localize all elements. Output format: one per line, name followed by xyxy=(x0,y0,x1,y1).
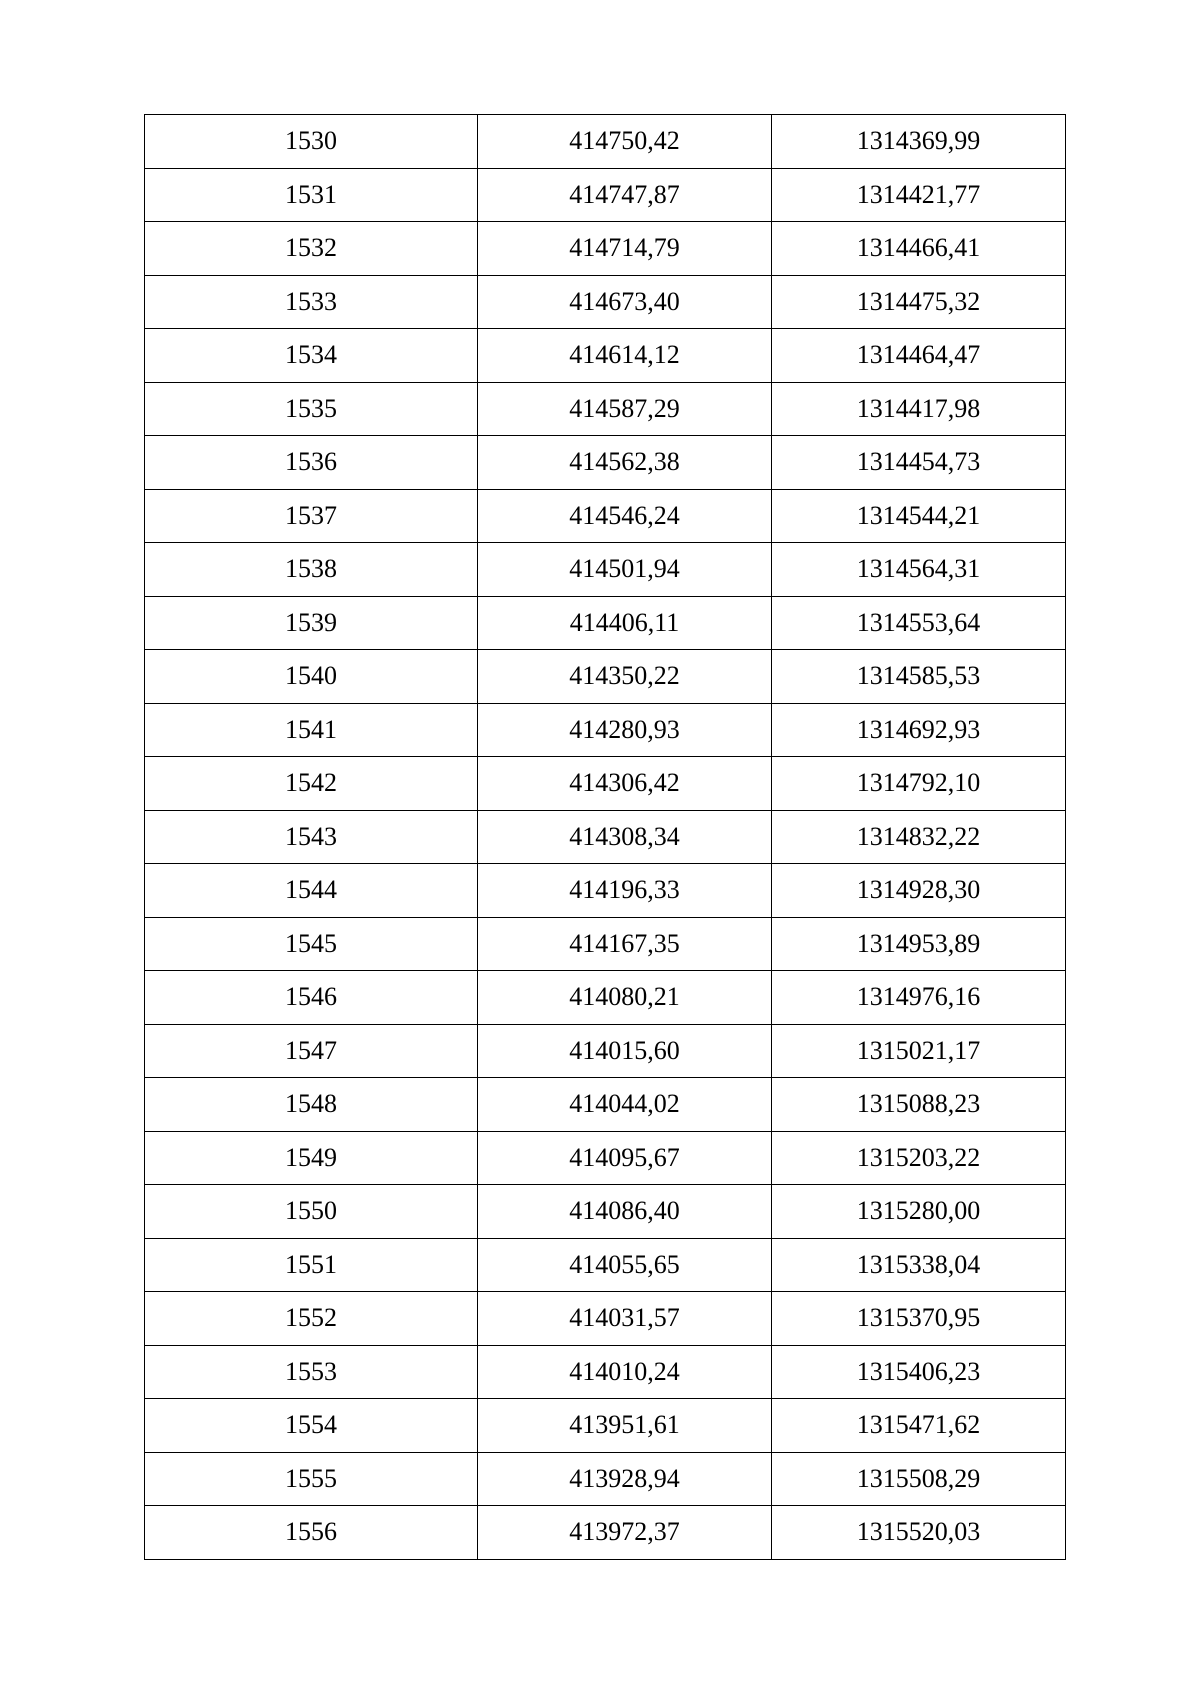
y-coordinate-cell: 1314553,64 xyxy=(772,596,1066,650)
point-number-cell: 1556 xyxy=(145,1506,478,1560)
x-coordinate-cell: 414044,02 xyxy=(478,1078,772,1132)
table-row xyxy=(145,222,1066,276)
point-number-cell: 1543 xyxy=(145,810,478,864)
table-row xyxy=(145,757,1066,811)
x-coordinate-cell: 414196,33 xyxy=(478,864,772,918)
table-row xyxy=(145,971,1066,1025)
point-number-cell: 1546 xyxy=(145,971,478,1025)
table-row xyxy=(145,917,1066,971)
table-row xyxy=(145,489,1066,543)
x-coordinate-cell: 414750,42 xyxy=(478,115,772,169)
table-row xyxy=(145,436,1066,490)
table-row xyxy=(145,1292,1066,1346)
y-coordinate-cell: 1314421,77 xyxy=(772,168,1066,222)
table-row xyxy=(145,115,1066,169)
x-coordinate-cell: 414673,40 xyxy=(478,275,772,329)
point-number-cell: 1535 xyxy=(145,382,478,436)
y-coordinate-cell: 1314466,41 xyxy=(772,222,1066,276)
point-number-cell: 1552 xyxy=(145,1292,478,1346)
table-row xyxy=(145,596,1066,650)
table-row xyxy=(145,650,1066,704)
y-coordinate-cell: 1315021,17 xyxy=(772,1024,1066,1078)
x-coordinate-cell: 414306,42 xyxy=(478,757,772,811)
x-coordinate-cell: 414406,11 xyxy=(478,596,772,650)
point-number-cell: 1555 xyxy=(145,1452,478,1506)
x-coordinate-cell: 414562,38 xyxy=(478,436,772,490)
y-coordinate-cell: 1315520,03 xyxy=(772,1506,1066,1560)
table-row xyxy=(145,168,1066,222)
table-row xyxy=(145,1452,1066,1506)
y-coordinate-cell: 1314976,16 xyxy=(772,971,1066,1025)
point-number-cell: 1539 xyxy=(145,596,478,650)
table-row xyxy=(145,1024,1066,1078)
table-row xyxy=(145,1345,1066,1399)
point-number-cell: 1542 xyxy=(145,757,478,811)
coordinates-table-body xyxy=(145,115,1066,1560)
y-coordinate-cell: 1315406,23 xyxy=(772,1345,1066,1399)
point-number-cell: 1548 xyxy=(145,1078,478,1132)
point-number-cell: 1550 xyxy=(145,1185,478,1239)
point-number-cell: 1540 xyxy=(145,650,478,704)
point-number-cell: 1547 xyxy=(145,1024,478,1078)
point-number-cell: 1532 xyxy=(145,222,478,276)
point-number-cell: 1531 xyxy=(145,168,478,222)
table-row xyxy=(145,703,1066,757)
table-row xyxy=(145,1185,1066,1239)
x-coordinate-cell: 413972,37 xyxy=(478,1506,772,1560)
x-coordinate-cell: 414546,24 xyxy=(478,489,772,543)
y-coordinate-cell: 1315370,95 xyxy=(772,1292,1066,1346)
x-coordinate-cell: 414747,87 xyxy=(478,168,772,222)
x-coordinate-cell: 414010,24 xyxy=(478,1345,772,1399)
x-coordinate-cell: 414308,34 xyxy=(478,810,772,864)
coordinates-table xyxy=(144,114,1066,1560)
y-coordinate-cell: 1314585,53 xyxy=(772,650,1066,704)
y-coordinate-cell: 1314832,22 xyxy=(772,810,1066,864)
point-number-cell: 1536 xyxy=(145,436,478,490)
y-coordinate-cell: 1314369,99 xyxy=(772,115,1066,169)
x-coordinate-cell: 414080,21 xyxy=(478,971,772,1025)
y-coordinate-cell: 1315203,22 xyxy=(772,1131,1066,1185)
x-coordinate-cell: 414714,79 xyxy=(478,222,772,276)
point-number-cell: 1537 xyxy=(145,489,478,543)
y-coordinate-cell: 1315280,00 xyxy=(772,1185,1066,1239)
point-number-cell: 1533 xyxy=(145,275,478,329)
y-coordinate-cell: 1315338,04 xyxy=(772,1238,1066,1292)
y-coordinate-cell: 1315088,23 xyxy=(772,1078,1066,1132)
x-coordinate-cell: 414095,67 xyxy=(478,1131,772,1185)
y-coordinate-cell: 1314454,73 xyxy=(772,436,1066,490)
y-coordinate-cell: 1314564,31 xyxy=(772,543,1066,597)
y-coordinate-cell: 1315508,29 xyxy=(772,1452,1066,1506)
x-coordinate-cell: 414587,29 xyxy=(478,382,772,436)
table-row xyxy=(145,1131,1066,1185)
table-row xyxy=(145,1238,1066,1292)
x-coordinate-cell: 414055,65 xyxy=(478,1238,772,1292)
table-row xyxy=(145,1399,1066,1453)
table-row xyxy=(145,864,1066,918)
point-number-cell: 1530 xyxy=(145,115,478,169)
y-coordinate-cell: 1315471,62 xyxy=(772,1399,1066,1453)
x-coordinate-cell: 414614,12 xyxy=(478,329,772,383)
table-row xyxy=(145,275,1066,329)
point-number-cell: 1534 xyxy=(145,329,478,383)
x-coordinate-cell: 413951,61 xyxy=(478,1399,772,1453)
point-number-cell: 1541 xyxy=(145,703,478,757)
y-coordinate-cell: 1314475,32 xyxy=(772,275,1066,329)
table-row xyxy=(145,543,1066,597)
y-coordinate-cell: 1314417,98 xyxy=(772,382,1066,436)
y-coordinate-cell: 1314544,21 xyxy=(772,489,1066,543)
point-number-cell: 1545 xyxy=(145,917,478,971)
x-coordinate-cell: 414015,60 xyxy=(478,1024,772,1078)
x-coordinate-cell: 414031,57 xyxy=(478,1292,772,1346)
point-number-cell: 1554 xyxy=(145,1399,478,1453)
table-row xyxy=(145,382,1066,436)
y-coordinate-cell: 1314464,47 xyxy=(772,329,1066,383)
point-number-cell: 1544 xyxy=(145,864,478,918)
x-coordinate-cell: 414280,93 xyxy=(478,703,772,757)
point-number-cell: 1553 xyxy=(145,1345,478,1399)
x-coordinate-cell: 414167,35 xyxy=(478,917,772,971)
point-number-cell: 1538 xyxy=(145,543,478,597)
y-coordinate-cell: 1314692,93 xyxy=(772,703,1066,757)
y-coordinate-cell: 1314953,89 xyxy=(772,917,1066,971)
x-coordinate-cell: 414501,94 xyxy=(478,543,772,597)
table-row xyxy=(145,1506,1066,1560)
table-row xyxy=(145,1078,1066,1132)
point-number-cell: 1551 xyxy=(145,1238,478,1292)
point-number-cell: 1549 xyxy=(145,1131,478,1185)
y-coordinate-cell: 1314928,30 xyxy=(772,864,1066,918)
x-coordinate-cell: 414086,40 xyxy=(478,1185,772,1239)
x-coordinate-cell: 414350,22 xyxy=(478,650,772,704)
y-coordinate-cell: 1314792,10 xyxy=(772,757,1066,811)
table-row xyxy=(145,329,1066,383)
x-coordinate-cell: 413928,94 xyxy=(478,1452,772,1506)
table-row xyxy=(145,810,1066,864)
